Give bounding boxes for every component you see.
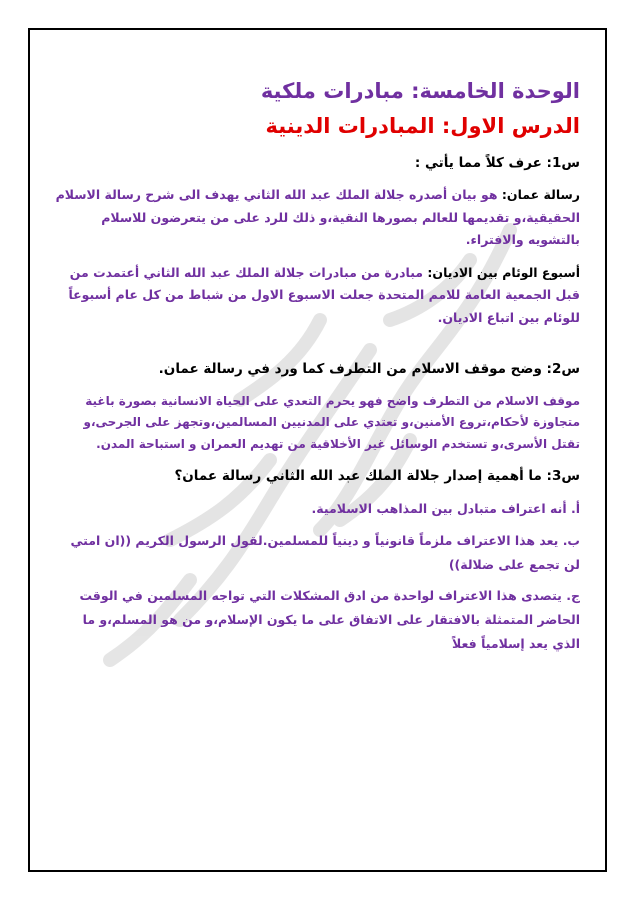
definition-interfaith-week: [55, 262, 580, 330]
answer-3-point-b: ب. يعد هذا الاعتراف ملزماً قانونياً و دينياً للمسلمين.لقول الرسول الكريم ((ان امتي لن تجمع على ضلالة)): [70, 532, 580, 572]
term-definition: هو بيان أصدره جلالة الملك عبد الله الثاني يهدف الى شرح رسالة الاسلام الحقيقية،و تقديمها للعالم بصورها النقية،و ذلك للرد على من يتعرضون للاسلام بالتشويه والافتراء.: [55, 187, 580, 248]
question-2: س2: وضح موقف الاسلام من التطرف كما ورد في رسالة عمان.: [158, 361, 580, 378]
term-label: رسالة عمان:: [501, 187, 580, 203]
answer-3-point-a: أ. أنه اعتراف متبادل بين المذاهب الاسلامية.: [311, 501, 580, 517]
answer-2: موقف الاسلام من التطرف واضح فهو يحرم التعدي على الحياة الانسانية بصورة باغية متجاوزة لأحكام،تروع الأمنين،و تعتدي على المدنيين المسالمين،وتجهز على الجرحى،و تقتل الأسرى،و تستخدم الوسائل غير الأخلاقية من تهديم العمران و استباحة المدن.: [83, 393, 580, 451]
definition-amman-message: [55, 184, 580, 252]
term-definition: مبادرة من مبادرات جلالة الملك عبد الله الثاني أعتمدت من قبل الجمعية العامة للامم المتحدة جعلت الاسبوع الاول من شباط من كل عام أسبوعاً للوئام بين اتباع الاديان.: [68, 264, 580, 325]
document-content: [55, 78, 580, 664]
question-1: س1: عرف كلاً مما يأتي :: [414, 154, 580, 171]
question-3: س3: ما أهمية إصدار جلالة الملك عبد الله الثاني رسالة عمان؟: [174, 467, 580, 484]
answer-3-point-c: ج. يتصدى هذا الاعتراف لواحدة من ادق المشكلات التي تواجه المسلمين في الوقت الحاضر المتمثلة بالافتقار على الاتفاق على ما يكون الإسلام،و من هو المسلم،و ما الذي يعد إسلامياً فعلاً: [79, 588, 580, 651]
term-label: أسبوع الوئام بين الاديان:: [427, 264, 580, 280]
unit-title: الوحدة الخامسة: مبادرات ملكية: [260, 79, 580, 103]
lesson-title: الدرس الاول: المبادرات الدينية: [265, 114, 580, 139]
